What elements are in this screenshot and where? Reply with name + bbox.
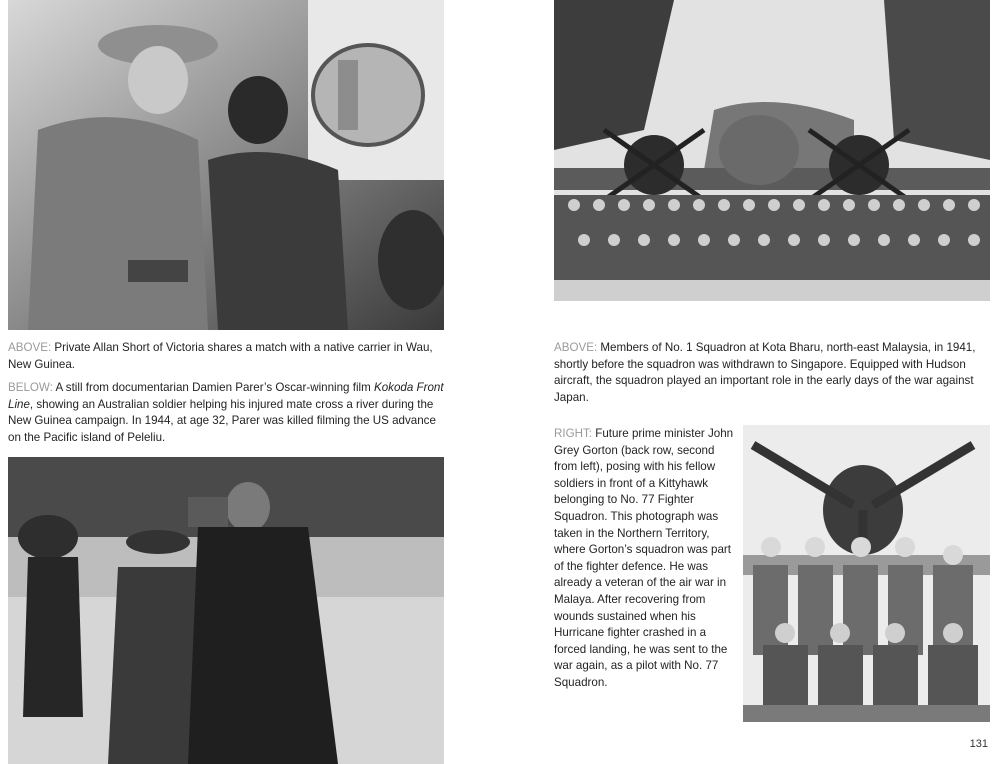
photo-no1-squadron-hudson — [554, 0, 990, 301]
page-number: 131 — [969, 738, 988, 750]
photo-river-crossing — [8, 457, 444, 764]
film-title: Kokoda Front Line — [8, 381, 444, 411]
photo-soldier-and-carrier — [8, 0, 444, 330]
caption-right — [554, 426, 734, 692]
caption-text: A still from documentarian Damien Parer’s Oscar-winning film — [52, 381, 374, 394]
caption-text: , showing an Australian soldier helping his injured mate cross a river during the New Guinea campaign. In 1944, at age 32, Parer was killed filming the US advance on the Pacific island of Peleliu. — [8, 397, 436, 444]
caption-text: Future prime minister John Grey Gorton (back row, second from left), posing with his fellow soldiers in front of a Kittyhawk belonging to No. 77 Fighter Squadron. This photograph was taken in the Northern Territory, where Gorton’s squadron was part of the fighter defence. He was already a veteran of the air war in Malaya. After recovering from wounds sustained when his Hurricane fighter crashed in a forced landing, he was sent to the war again, as a pilot with No. 77 Squadron. — [554, 427, 734, 689]
caption-text: Private Allan Short of Victoria shares a match with a native carrier in Wau, New Guinea. — [8, 341, 433, 371]
caption-text: Members of No. 1 Squadron at Kota Bharu, north-east Malaysia, in 1941, shortly before the squadron was withdrawn to Singapore. Equipped with Hudson aircraft, the squadron played an important role in the early days of the war against Japan. — [554, 341, 976, 404]
caption-above-right — [554, 340, 990, 406]
caption-label: BELOW: — [8, 381, 53, 394]
caption-below-left — [8, 380, 444, 446]
caption-above-left — [8, 340, 444, 373]
caption-label: ABOVE: — [8, 341, 52, 354]
caption-label: ABOVE: — [554, 341, 598, 354]
photo-gorton-kittyhawk — [743, 425, 990, 722]
caption-label: RIGHT: — [554, 427, 593, 440]
